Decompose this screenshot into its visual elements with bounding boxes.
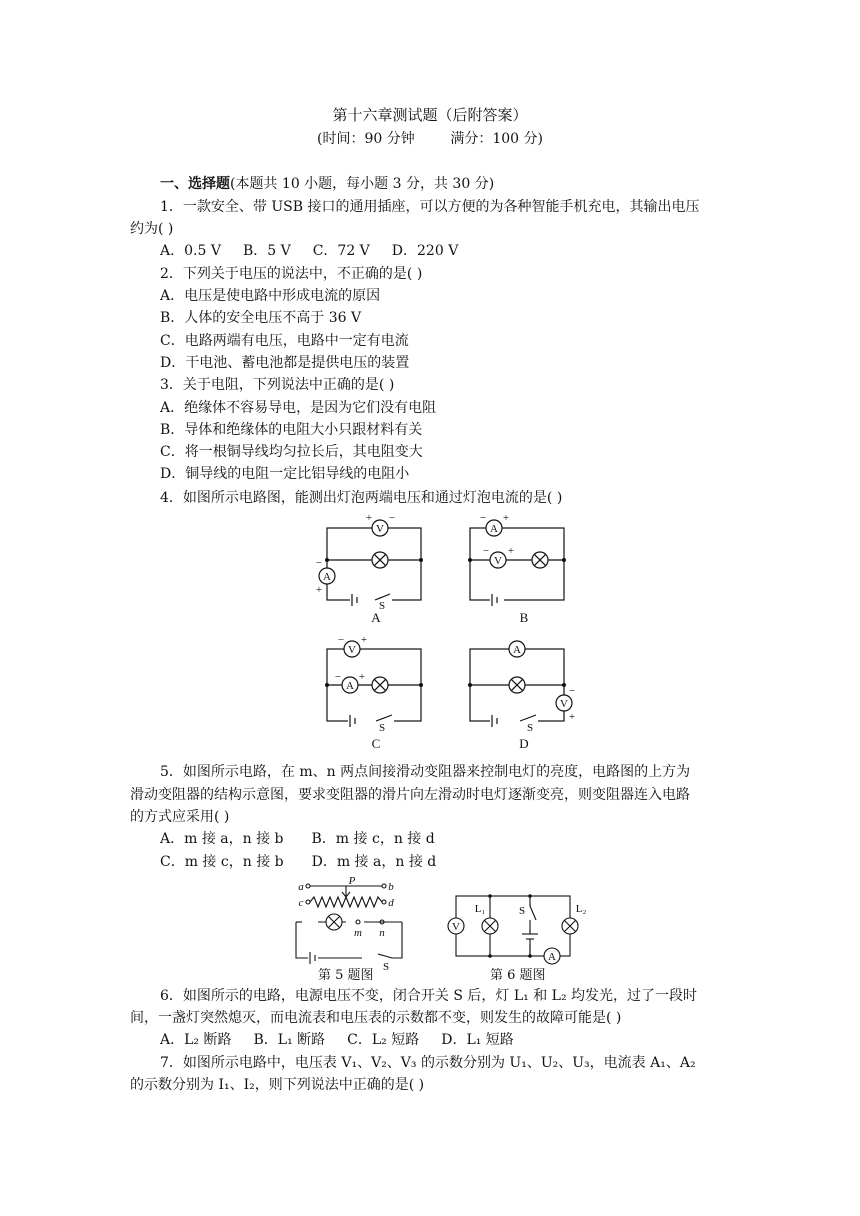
- section-note: (本题共 10 小题，每小题 3 分，共 30 分): [230, 176, 495, 192]
- q5-stem-2: 滑动变阻器的结构示意图，要求变阻器的滑片向左滑动时电灯逐渐变亮，则变阻器连入电路: [130, 787, 690, 803]
- minus-sign: +: [365, 512, 373, 524]
- lamp-l1-label: L₁: [474, 903, 486, 915]
- q4-stem: 4．如图所示电路图，能测出灯泡两端电压和通过灯泡电流的是( ): [160, 490, 563, 506]
- q1-stem-1: 1．一款安全、带 USB 接口的通用插座，可以方便的为各种智能手机充电，其输出电压: [160, 199, 700, 215]
- q5-options-row2: [160, 852, 436, 872]
- q1-opt-d: D．220 V: [391, 243, 459, 259]
- section-title: 一、选择题: [160, 176, 230, 192]
- q5-opt-d: D．m 接 a，n 接 d: [311, 854, 437, 870]
- option-label-b: B: [519, 610, 529, 625]
- switch-label: S: [378, 600, 386, 612]
- voltmeter-icon: V: [452, 921, 460, 933]
- q6-opt-b: B．L₁ 断路: [253, 1032, 326, 1048]
- q7-stem-2: 的示数分别为 I₁、I₂，则下列说法中正确的是( ): [130, 1077, 425, 1093]
- q1-stem-2: 约为( ): [130, 221, 174, 237]
- minus-sign: −: [568, 685, 576, 697]
- terminal-c: c: [298, 897, 304, 909]
- q2-opt-b: B．人体的安全电压不高于 36 V: [160, 310, 362, 326]
- q1-opt-c: C．72 V: [312, 243, 370, 259]
- point-m: m: [354, 927, 362, 939]
- q2-stem: 2．下列关于电压的说法中，不正确的是( ): [160, 266, 423, 282]
- q3-opt-b: B．导体和绝缘体的电阻大小只跟材料有关: [160, 422, 423, 438]
- q6-opt-c: C．L₂ 短路: [347, 1032, 420, 1048]
- plus-sign: +: [568, 711, 576, 723]
- ammeter-icon: A: [490, 523, 498, 535]
- q3-opt-c: C．将一根铜导线均匀拉长后，其电阻变大: [160, 444, 423, 460]
- ammeter-icon: A: [323, 571, 331, 583]
- q5-stem-3: 的方式应采用( ): [130, 809, 230, 825]
- ammeter-icon: A: [548, 951, 556, 963]
- page-subtitle: (时间：90 分钟 满分：100 分): [317, 131, 543, 147]
- voltmeter-icon: V: [348, 644, 356, 656]
- minus-sign: −: [337, 634, 345, 646]
- q6-options: [160, 1030, 536, 1050]
- slider-p: P: [348, 876, 356, 887]
- voltmeter-icon: V: [494, 555, 502, 567]
- minus-sign: −: [315, 557, 323, 569]
- option-label-a: A: [371, 610, 381, 625]
- ammeter-icon: A: [513, 644, 521, 656]
- q2-opt-a: A．电压是使电路中形成电流的原因: [160, 288, 381, 304]
- plus-sign: +: [502, 512, 510, 524]
- ammeter-icon: A: [346, 680, 354, 692]
- section-heading: [160, 174, 494, 194]
- plus-sign: +: [315, 584, 323, 596]
- voltmeter-icon: V: [376, 523, 384, 535]
- lamp-l2-label: L₂: [575, 903, 587, 915]
- q7-stem-1: 7．如图所示电路中，电压表 V₁、V₂、V₃ 的示数分别为 U₁、U₂、U₃，电流表 A₁、A₂: [160, 1055, 696, 1071]
- switch-label: S: [378, 722, 386, 734]
- q2-opt-c: C．电路两端有电压，电路中一定有电流: [160, 333, 409, 349]
- q5-opt-c: C．m 接 c，n 接 b: [160, 854, 284, 870]
- minus-sign: −: [388, 512, 396, 524]
- terminal-b: b: [388, 881, 394, 893]
- q4-circuit-figure: [300, 508, 600, 758]
- q6-stem-1: 6．如图所示的电路，电源电压不变，闭合开关 S 后，灯 L₁ 和 L₂ 均发光，过了一段时: [160, 988, 698, 1004]
- plus-sign: +: [358, 671, 366, 683]
- q5-stem-1: 5．如图所示电路，在 m、n 两点间接滑动变阻器来控制电灯的亮度，电路图的上方为: [160, 764, 691, 780]
- point-n: n: [379, 927, 385, 939]
- q3-opt-d: D．铜导线的电阻一定比铝导线的电阻小: [160, 466, 410, 482]
- minus-sign: −: [334, 671, 342, 683]
- option-label-c: C: [371, 736, 381, 751]
- q3-stem: 3．关于电阻，下列说法中正确的是( ): [160, 377, 395, 393]
- q6-opt-a: A．L₂ 断路: [160, 1032, 232, 1048]
- q6-stem-2: 间，一盏灯突然熄灭，而电流表和电压表的示数都不变，则发生的故障可能是( ): [130, 1010, 622, 1026]
- q1-opt-b: B．5 V: [242, 243, 291, 259]
- plus-sign: +: [507, 545, 515, 557]
- terminal-a: a: [298, 881, 304, 893]
- q5-opt-b: B．m 接 c，n 接 d: [311, 831, 435, 847]
- q5-figure-caption: 第 5 题图: [318, 968, 374, 983]
- voltmeter-icon: V: [560, 698, 568, 710]
- q1-opt-a: A．0.5 V: [160, 243, 221, 259]
- q1-options: [160, 241, 480, 261]
- plus-sign: +: [360, 634, 368, 646]
- q5-opt-a: A．m 接 a，n 接 b: [160, 831, 284, 847]
- q6-opt-d: D．L₁ 短路: [441, 1032, 514, 1048]
- minus-sign: −: [479, 512, 487, 524]
- q3-opt-a: A．绝缘体不容易导电，是因为它们没有电阻: [160, 400, 437, 416]
- switch-label: S: [526, 722, 534, 734]
- minus-sign: −: [482, 545, 490, 557]
- q5-options-row1: [160, 829, 435, 849]
- switch-label: S: [382, 961, 390, 973]
- switch-label: S: [518, 905, 526, 917]
- page-title: 第十六章测试题（后附答案）: [332, 106, 528, 124]
- q6-figure-caption: 第 6 题图: [490, 968, 546, 983]
- option-label-d: D: [519, 736, 529, 751]
- terminal-d: d: [388, 897, 394, 909]
- q2-opt-d: D．干电池、蓄电池都是提供电压的装置: [160, 355, 410, 371]
